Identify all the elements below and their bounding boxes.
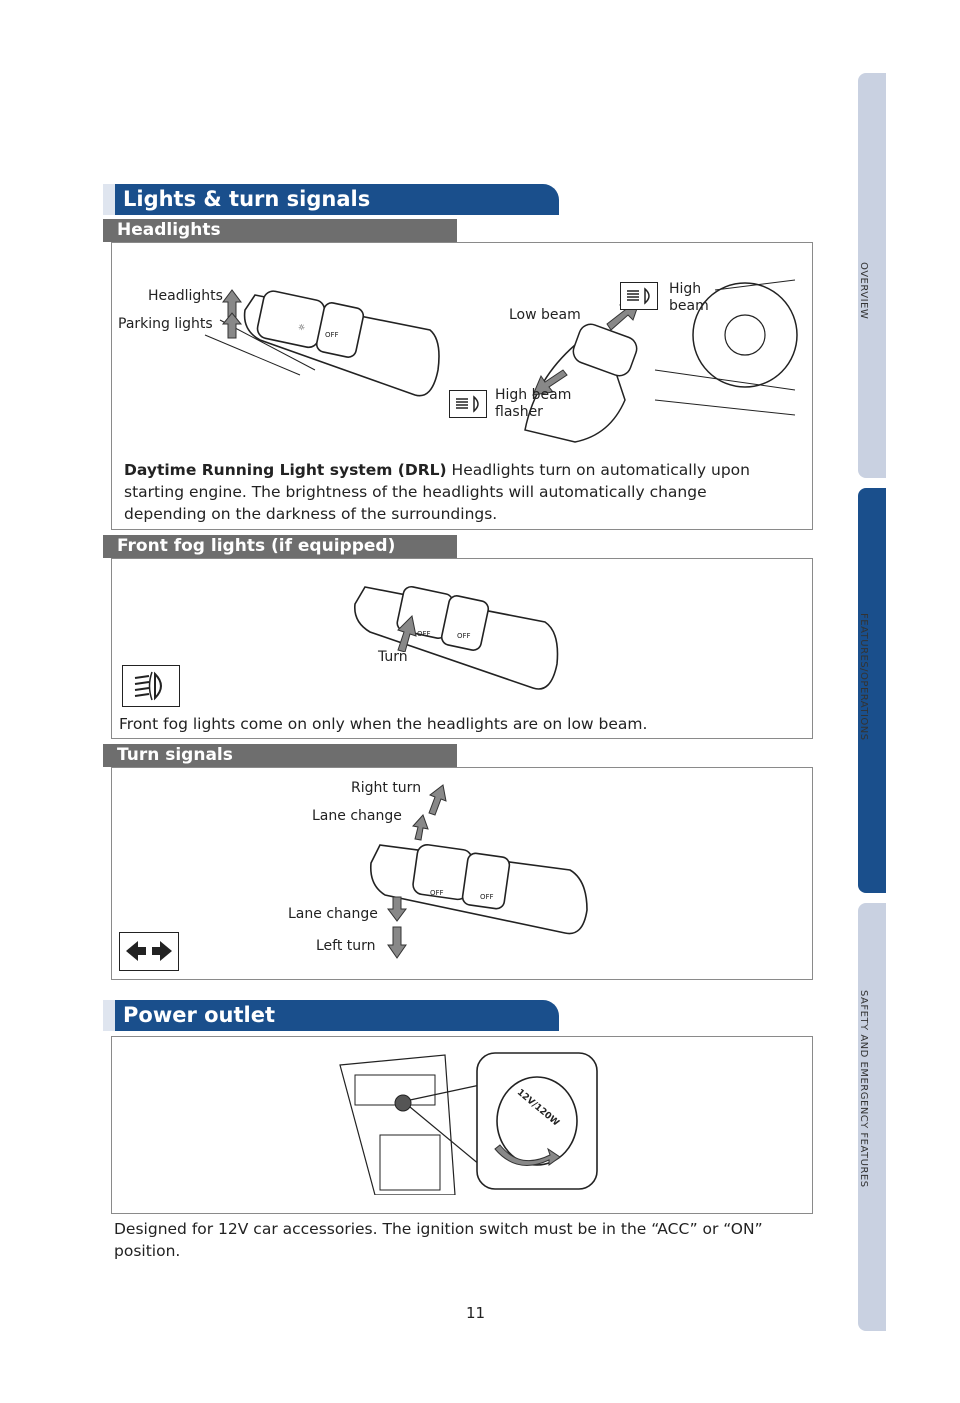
label-flasher-line1: High beam — [495, 387, 572, 403]
svg-text:☼: ☼ — [298, 323, 306, 332]
power-outlet-text: Designed for 12V car accessories. The ignition switch must be in the “ACC” or “ON” position. — [114, 1220, 763, 1260]
subheader-headlights — [103, 219, 457, 242]
subheader-turn-signals — [103, 744, 457, 767]
high-beam-flasher-icon — [449, 390, 487, 418]
label-high-beam-line2: beam — [669, 298, 709, 314]
svg-text:OFF: OFF — [457, 632, 471, 640]
label-parking-lights: Parking lights — [118, 316, 213, 332]
tab-label-safety: SAFETY AND EMERGENCY FEATURES — [858, 990, 869, 1188]
label-right-turn: Right turn — [351, 780, 422, 796]
subheader-fog-lights-text: Front fog lights (if equipped) — [117, 536, 396, 556]
subheader-headlights-text: Headlights — [117, 220, 221, 240]
subheader-fog-lights — [103, 535, 457, 558]
down-turn-arrows-icon — [385, 895, 410, 960]
svg-text:OFF: OFF — [417, 630, 431, 638]
section-title-lights: Lights & turn signals — [123, 187, 371, 211]
label-lane-change-down: Lane change — [288, 906, 378, 922]
outlet-marking: 12V/120W — [514, 1087, 561, 1129]
page-number: 11 — [466, 1304, 486, 1322]
svg-text:OFF: OFF — [325, 331, 339, 339]
label-left-turn: Left turn — [316, 938, 376, 954]
fog-text: Front fog lights come on only when the headlights are on low beam. — [119, 715, 648, 733]
section-title-power-outlet: Power outlet — [123, 1003, 276, 1027]
svg-text:OFF: OFF — [480, 893, 494, 901]
drl-text: Headlights turn on automatically upon starting engine. The brightness of the headlights will automatically change depending on the darkness of the surroundings. — [124, 461, 750, 523]
fog-lever-illustration — [345, 572, 575, 697]
label-high-beam-flasher — [495, 387, 571, 421]
svg-text:OFF: OFF — [430, 889, 444, 897]
drl-paragraph — [124, 459, 784, 525]
subheader-turn-signals-text: Turn signals — [117, 745, 233, 765]
label-turn: Turn — [378, 649, 408, 665]
turn-arrow-icon — [392, 612, 422, 652]
label-high-beam-line1: High — [669, 281, 702, 297]
label-flasher-line2: flasher — [495, 404, 543, 420]
section-banner-power-outlet — [103, 1000, 559, 1031]
tab-label-overview: OVERVIEW — [858, 262, 869, 320]
high-beam-icon — [620, 282, 658, 310]
turn-signal-icon — [119, 932, 179, 971]
label-high-beam — [669, 281, 709, 315]
label-low-beam: Low beam — [509, 307, 581, 323]
drl-title: Daytime Running Light system (DRL) — [124, 461, 447, 479]
label-headlights: Headlights — [148, 288, 223, 304]
label-lane-change-up: Lane change — [312, 808, 402, 824]
tab-label-features: FEATURES/OPERATIONS — [858, 613, 869, 741]
fog-light-icon — [122, 665, 180, 707]
section-banner-lights — [103, 184, 559, 215]
